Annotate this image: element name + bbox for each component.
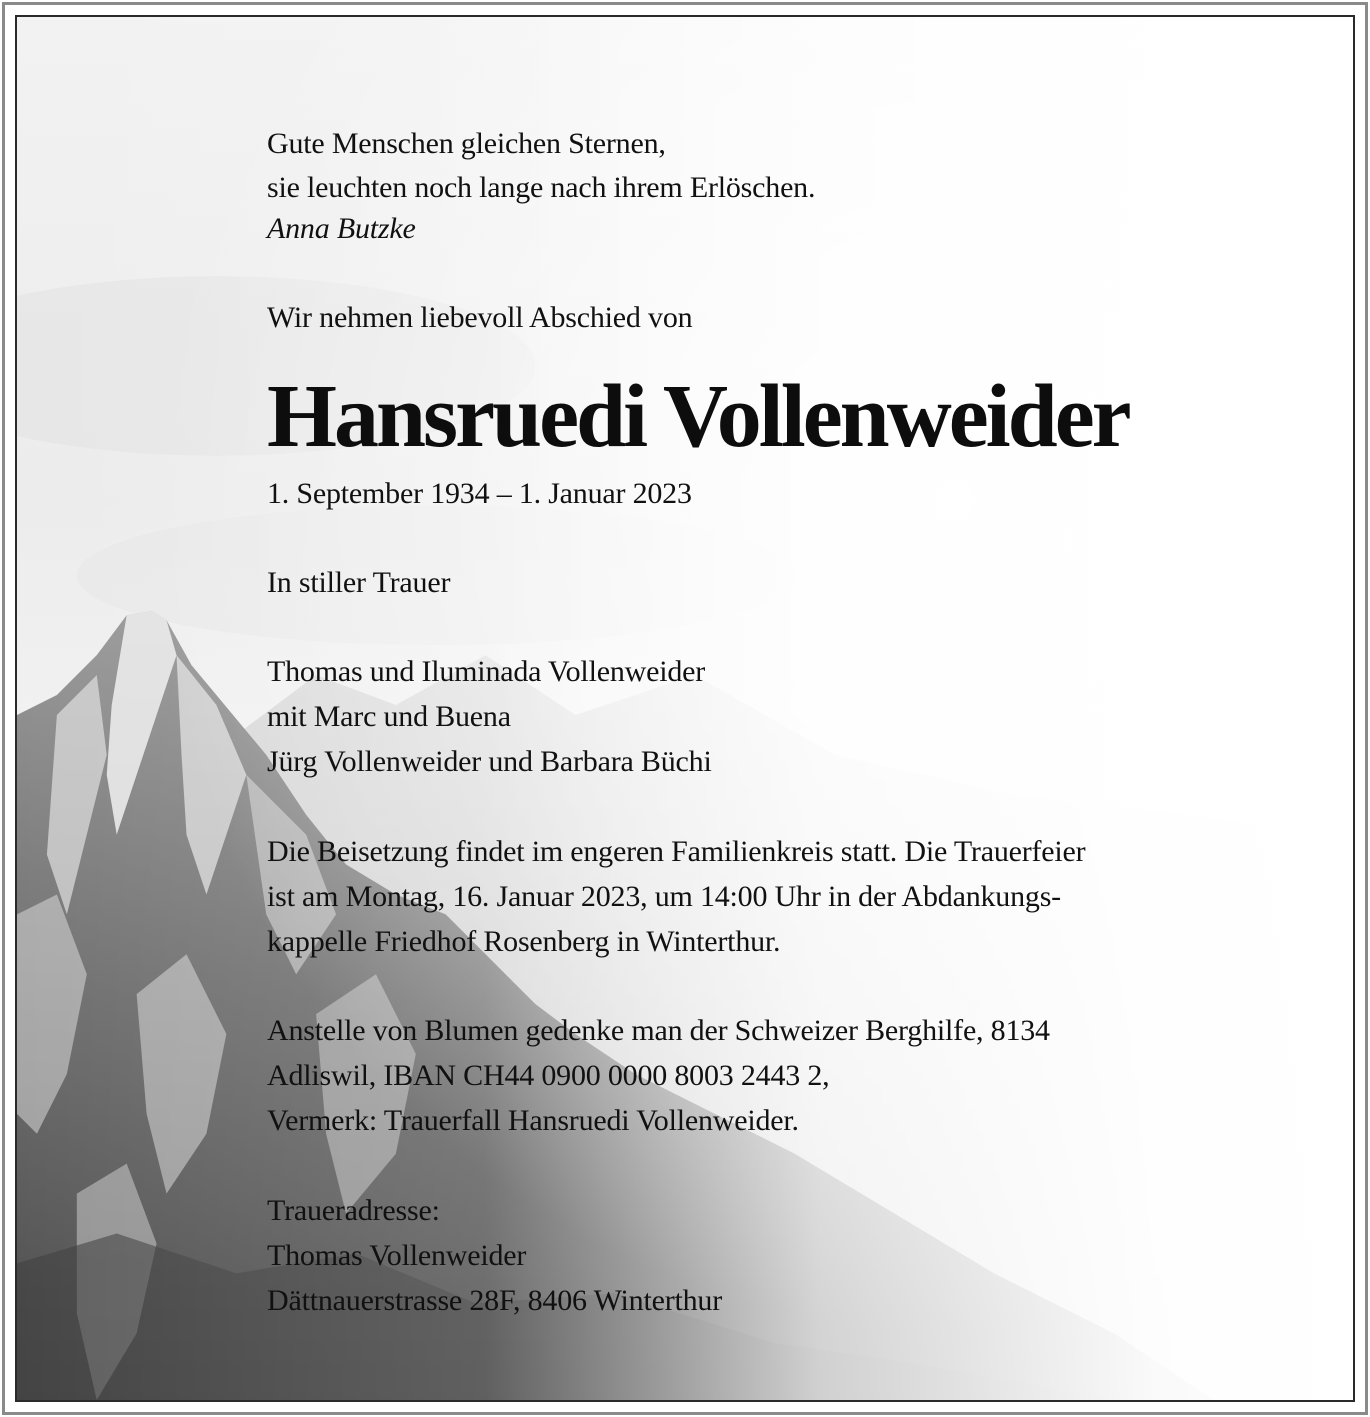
life-dates: 1. September 1934 – 1. Januar 2023	[267, 477, 692, 510]
ceremony-line: kappelle Friedhof Rosenberg in Winterthur.	[267, 925, 781, 958]
donation-line: Anstelle von Blumen gedenke man der Schweizer Berghilfe, 8134	[267, 1014, 1050, 1047]
address-street: Dättnauerstrasse 28F, 8406 Winterthur	[267, 1284, 723, 1317]
obituary-frame	[2, 2, 1368, 1415]
mourning-line: In stiller Trauer	[267, 566, 451, 599]
donation-line: Adliswil, IBAN CH44 0900 0000 8003 2443 2,	[267, 1059, 830, 1092]
address-heading: Traueradresse:	[267, 1194, 440, 1227]
mourner-line: Jürg Vollenweider und Barbara Büchi	[267, 745, 712, 778]
obituary-panel	[15, 15, 1355, 1402]
intro-text: Wir nehmen liebevoll Abschied von	[267, 301, 693, 334]
deceased-name: Hansruedi Vollenweider	[267, 367, 1129, 466]
mountain-background-image	[17, 17, 1353, 1400]
mourner-line: Thomas und Iluminada Vollenweider	[267, 655, 706, 688]
donation-line: Vermerk: Trauerfall Hansruedi Vollenweider.	[267, 1104, 799, 1137]
quote-author: Anna Butzke	[267, 212, 416, 245]
ceremony-line: Die Beisetzung findet im engeren Familienkreis statt. Die Trauerfeier	[267, 835, 1086, 868]
ceremony-line: ist am Montag, 16. Januar 2023, um 14:00 Uhr in der Abdankungs-	[267, 880, 1061, 913]
mourner-line: mit Marc und Buena	[267, 700, 511, 733]
address-name: Thomas Vollenweider	[267, 1239, 527, 1272]
quote-line-1: Gute Menschen gleichen Sternen,	[267, 127, 666, 160]
quote-line-2: sie leuchten noch lange nach ihrem Erlöschen.	[267, 171, 816, 204]
